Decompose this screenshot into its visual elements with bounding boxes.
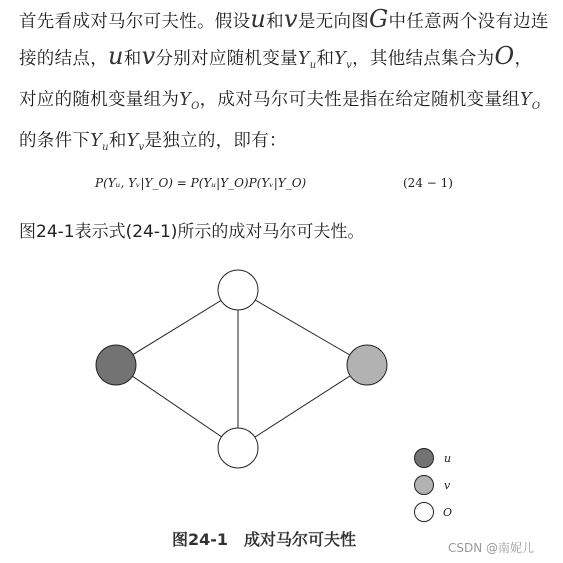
math-g: G (369, 5, 389, 33)
text-segment: 是独立的，即有： (144, 131, 287, 151)
text-segment: 首先看成对马尔可夫性。假设 (19, 12, 251, 32)
math-sub: O (531, 101, 541, 112)
math-y: Y (334, 49, 347, 69)
text-segment: ，成对马尔可夫性是指在给定随机变量组 (199, 90, 520, 110)
edge-right-bottom (238, 365, 367, 448)
text-segment: 中任意两个没有边连接的结点， (19, 12, 549, 69)
math-sub: O (191, 101, 200, 112)
legend-v-label: v (444, 479, 451, 492)
watermark: CSDN @南妮儿 (448, 541, 535, 555)
node-bottom (218, 428, 258, 468)
math-sub: v (346, 60, 353, 71)
node-v (347, 345, 387, 385)
node-u (96, 345, 136, 385)
text-segment: 的条件下 (19, 131, 91, 151)
math-u: u (108, 42, 124, 70)
edge-top-right (238, 290, 367, 365)
text-segment: ，对应的随机变量组为 (19, 49, 533, 110)
text-segment: 和 (123, 49, 142, 69)
math-sub: v (138, 142, 145, 153)
figure-intro: 图24-1表示式(24-1)所示的成对马尔可夫性。 (19, 222, 365, 242)
math-u: u (250, 5, 267, 33)
math-y: Y (179, 90, 192, 110)
legend-u-label: u (444, 452, 452, 465)
math-y: Y (126, 131, 139, 151)
legend-u-swatch (415, 449, 434, 468)
math-v: v (141, 42, 156, 70)
text-segment: ，其他结点集合为 (352, 49, 495, 69)
legend-o-swatch (415, 503, 434, 522)
node-top (218, 270, 258, 310)
math-y: Y (90, 131, 103, 151)
legend-o-label: O (443, 506, 453, 519)
equation: P(Yᵤ, Yᵥ|Y_O) = P(Yᵤ|Y_O)P(Yᵥ|Y_O) (95, 176, 307, 190)
math-y: Y (519, 90, 532, 110)
edge-left-top (116, 290, 238, 365)
math-o: O (494, 42, 515, 70)
text-segment: 和 (266, 12, 284, 32)
text-segment: 是无向图 (297, 12, 370, 32)
text-segment: 和 (108, 131, 127, 151)
math-v: v (283, 5, 298, 33)
math-sub: u (102, 142, 109, 153)
text-segment: 和 (316, 49, 335, 69)
figure-caption: 图24-1 成对马尔可夫性 (172, 530, 357, 549)
legend-v-swatch (415, 476, 434, 495)
text-segment: 分别对应随机变量 (155, 49, 298, 69)
edge-bottom-left (116, 365, 238, 448)
equation-number: (24 − 1) (403, 176, 453, 190)
math-sub: u (309, 60, 317, 71)
math-y: Y (297, 49, 310, 69)
